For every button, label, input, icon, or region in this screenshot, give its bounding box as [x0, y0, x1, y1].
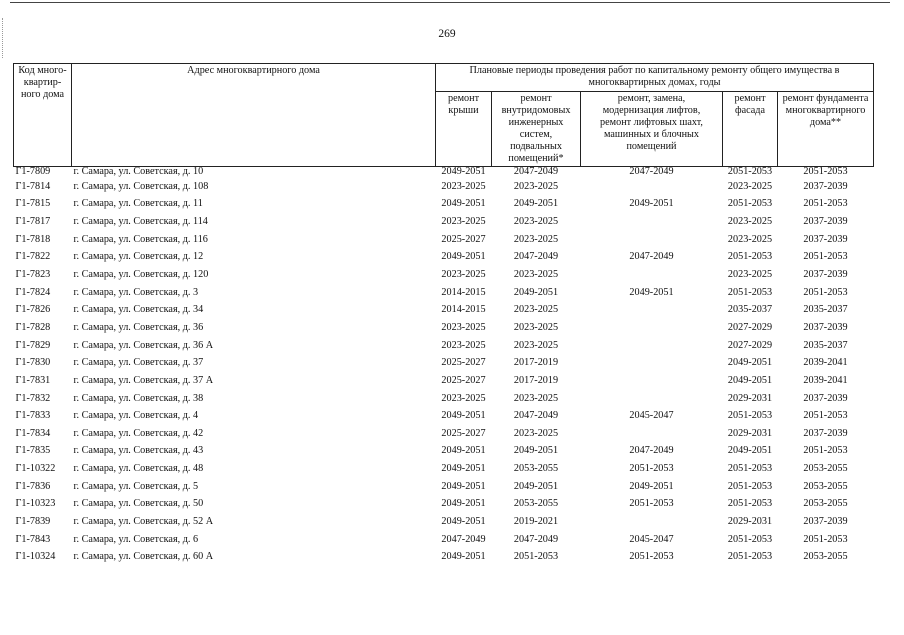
cell-roof: 2023-2025: [441, 216, 486, 228]
header-periods: Плановые периоды проведения работ по капитальному ремонту общего имущества в многоквартирных домах, годы: [436, 64, 874, 92]
cell-address: г. Самара, ул. Советская, д. 38: [73, 392, 204, 404]
cell-engineering: 2049-2051: [513, 198, 559, 210]
cell-address: г. Самара, ул. Советская, д. 36 А: [73, 339, 214, 351]
cell-facade: 2049-2051: [727, 357, 773, 369]
cell-facade: 2051-2053: [727, 551, 773, 563]
cell-engineering: 2047-2049: [513, 533, 559, 545]
cell-roof: 2049-2051: [441, 198, 486, 210]
header-elevators: ремонт, замена, модернизация лифтов, ремонт лифтовых шахт, машинных и блочных помещений: [581, 92, 723, 167]
table-row: [14, 196, 874, 214]
cell-engineering: 2049-2051: [513, 286, 559, 298]
table-row: [14, 213, 874, 231]
cell-code: Г1-7839: [15, 515, 51, 527]
header-engineering: ремонт внутридомовых инженерных систем, подвальных помещений*: [492, 92, 581, 167]
cell-foundation: 2037-2039: [803, 392, 848, 404]
cell-elevators: [581, 372, 723, 390]
cell-elevators: [581, 390, 723, 408]
header-address: Адрес многоквартирного дома: [72, 64, 436, 167]
cell-engineering: 2023-2025: [513, 180, 559, 192]
table-row: [14, 249, 874, 267]
cell-address: г. Самара, ул. Советская, д. 36: [73, 321, 204, 333]
cell-roof: 2023-2025: [441, 339, 486, 351]
header-code: Код много- квартир- ного дома: [14, 64, 72, 167]
cell-foundation: 2051-2053: [803, 198, 848, 210]
cell-code: Г1-10324: [15, 551, 56, 563]
cell-facade: 2049-2051: [727, 445, 773, 457]
table-row: [14, 407, 874, 425]
cell-engineering: 2023-2025: [513, 269, 559, 281]
table-row: [14, 337, 874, 355]
cell-engineering: 2047-2049: [513, 410, 559, 422]
cell-code: Г1-7830: [15, 357, 51, 369]
cell-address: г. Самара, ул. Советская, д. 37 А: [73, 374, 214, 386]
capital-repair-table: [13, 63, 874, 566]
header-roof: ремонт крыши: [436, 92, 492, 167]
cell-address: г. Самара, ул. Советская, д. 11: [73, 198, 203, 210]
table-row: [14, 513, 874, 531]
cell-foundation: 2051-2053: [803, 533, 848, 545]
cell-engineering: 2053-2055: [513, 498, 559, 510]
cell-engineering: 2023-2025: [513, 427, 559, 439]
cell-address: г. Самара, ул. Советская, д. 60 А: [73, 551, 214, 563]
cell-address: г. Самара, ул. Советская, д. 4: [73, 410, 199, 422]
cell-elevators: [581, 513, 723, 531]
cell-code: Г1-7823: [15, 269, 51, 281]
cell-elevators: [581, 425, 723, 443]
cell-facade: 2035-2037: [727, 304, 773, 316]
cell-code: Г1-7835: [15, 445, 51, 457]
cell-foundation: 2051-2053: [803, 286, 848, 298]
table-row: [14, 460, 874, 478]
cell-engineering: 2047-2049: [513, 166, 559, 177]
cell-roof: 2023-2025: [441, 180, 486, 192]
cell-elevators: 2051-2053: [629, 463, 674, 475]
table-row: [14, 425, 874, 443]
cell-facade: 2023-2025: [727, 269, 773, 281]
cell-facade: 2049-2051: [727, 374, 773, 386]
cell-roof: 2025-2027: [441, 374, 486, 386]
table-row: [14, 284, 874, 302]
cell-engineering: 2023-2025: [513, 304, 559, 316]
cell-roof: 2049-2051: [441, 498, 486, 510]
cell-facade: 2027-2029: [727, 339, 773, 351]
cell-foundation: 2039-2041: [803, 357, 848, 369]
cell-engineering: 2049-2051: [513, 480, 559, 492]
cell-code: Г1-10323: [15, 498, 56, 510]
cell-address: г. Самара, ул. Советская, д. 108: [73, 180, 209, 192]
cell-foundation: 2037-2039: [803, 515, 848, 527]
table-row: [14, 390, 874, 408]
cell-roof: 2049-2051: [441, 551, 486, 563]
cell-engineering: 2023-2025: [513, 339, 559, 351]
cell-elevators: 2045-2047: [629, 533, 674, 545]
cell-roof: 2049-2051: [441, 515, 486, 527]
cell-foundation: 2053-2055: [803, 551, 848, 563]
cell-foundation: 2051-2053: [803, 445, 848, 457]
cell-code: Г1-7832: [15, 392, 51, 404]
cell-foundation: 2037-2039: [803, 321, 848, 333]
cell-address: г. Самара, ул. Советская, д. 43: [73, 445, 204, 457]
cell-elevators: 2047-2049: [629, 166, 674, 177]
cell-foundation: 2039-2041: [803, 374, 848, 386]
cell-roof: 2014-2015: [441, 304, 486, 316]
cell-address: г. Самара, ул. Советская, д. 114: [73, 216, 208, 228]
cell-elevators: 2045-2047: [629, 410, 674, 422]
cell-facade: 2051-2053: [727, 463, 773, 475]
cell-roof: 2049-2051: [441, 480, 486, 492]
cell-facade: 2027-2029: [727, 321, 773, 333]
cell-roof: 2047-2049: [441, 533, 486, 545]
cell-code: Г1-7822: [15, 251, 51, 263]
cell-facade: 2029-2031: [727, 392, 773, 404]
cell-roof: 2023-2025: [441, 321, 486, 333]
cell-elevators: 2049-2051: [629, 480, 674, 492]
cell-roof: 2049-2051: [441, 166, 486, 177]
cell-code: Г1-7817: [15, 216, 51, 228]
cell-foundation: 2037-2039: [803, 180, 848, 192]
cell-elevators: [581, 354, 723, 372]
table-row: [14, 531, 874, 549]
cell-roof: 2014-2015: [441, 286, 486, 298]
cell-code: Г1-7824: [15, 286, 51, 298]
cell-elevators: [581, 337, 723, 355]
table-row: [14, 372, 874, 390]
cell-code: Г1-7836: [15, 480, 51, 492]
cell-roof: 2049-2051: [441, 251, 486, 263]
cell-foundation: 2037-2039: [803, 427, 848, 439]
cell-code: Г1-10322: [15, 463, 56, 475]
cell-address: г. Самара, ул. Советская, д. 12: [73, 251, 204, 263]
table-row: [14, 548, 874, 566]
cell-engineering: 2047-2049: [513, 251, 559, 263]
cell-elevators: 2047-2049: [629, 445, 674, 457]
cell-facade: 2051-2053: [727, 166, 773, 177]
table-row: [14, 301, 874, 319]
cell-roof: 2023-2025: [441, 269, 486, 281]
cell-elevators: [581, 266, 723, 284]
cell-engineering: 2023-2025: [513, 392, 559, 404]
cell-engineering: 2023-2025: [513, 216, 559, 228]
cell-foundation: 2053-2055: [803, 463, 848, 475]
cell-roof: 2025-2027: [441, 427, 486, 439]
cell-foundation: 2051-2053: [803, 410, 848, 422]
cell-foundation: 2037-2039: [803, 216, 848, 228]
cell-facade: 2023-2025: [727, 233, 773, 245]
cell-roof: 2023-2025: [441, 392, 486, 404]
cell-facade: 2051-2053: [727, 480, 773, 492]
cell-facade: 2029-2031: [727, 515, 773, 527]
cell-elevators: [581, 301, 723, 319]
cell-foundation: 2053-2055: [803, 480, 848, 492]
header-facade: ремонт фасада: [723, 92, 778, 167]
cell-foundation: 2035-2037: [803, 304, 848, 316]
cell-foundation: 2051-2053: [803, 166, 848, 177]
cell-foundation: 2051-2053: [803, 251, 848, 263]
cell-foundation: 2037-2039: [803, 233, 848, 245]
cell-code: Г1-7818: [15, 233, 51, 245]
cell-facade: 2051-2053: [727, 498, 773, 510]
cell-code: Г1-7826: [15, 304, 51, 316]
table-row: [14, 178, 874, 196]
header-foundation: ремонт фундамента многоквартирного дома**: [778, 92, 874, 167]
table-row: [14, 266, 874, 284]
cell-address: г. Самара, ул. Советская, д. 50: [73, 498, 204, 510]
cell-elevators: 2049-2051: [629, 286, 674, 298]
cell-elevators: [581, 231, 723, 249]
cell-foundation: 2053-2055: [803, 498, 848, 510]
cell-address: г. Самара, ул. Советская, д. 10: [73, 166, 204, 177]
cell-facade: 2023-2025: [727, 216, 773, 228]
cell-foundation: 2037-2039: [803, 269, 848, 281]
table-row: [14, 231, 874, 249]
cell-facade: 2023-2025: [727, 180, 773, 192]
cell-facade: 2029-2031: [727, 427, 773, 439]
cell-roof: 2025-2027: [441, 357, 486, 369]
cell-engineering: 2017-2019: [513, 357, 559, 369]
cell-address: г. Самара, ул. Советская, д. 5: [73, 480, 199, 492]
cell-code: Г1-7834: [15, 427, 51, 439]
cell-roof: 2049-2051: [441, 463, 486, 475]
cell-elevators: 2051-2053: [629, 498, 674, 510]
cell-address: г. Самара, ул. Советская, д. 3: [73, 286, 199, 298]
cell-code: Г1-7843: [15, 533, 51, 545]
cell-code: Г1-7829: [15, 339, 51, 351]
page-number: 269: [438, 28, 456, 40]
cell-engineering: 2053-2055: [513, 463, 559, 475]
cell-address: г. Самара, ул. Советская, д. 37: [73, 357, 204, 369]
cell-code: Г1-7833: [15, 410, 51, 422]
cell-facade: 2051-2053: [727, 533, 773, 545]
cell-facade: 2051-2053: [727, 198, 773, 210]
cell-elevators: 2047-2049: [629, 251, 674, 263]
cell-engineering: 2017-2019: [513, 374, 559, 386]
cell-code: Г1-7831: [15, 374, 51, 386]
cell-address: г. Самара, ул. Советская, д. 48: [73, 463, 204, 475]
cell-facade: 2051-2053: [727, 251, 773, 263]
table-row: [14, 319, 874, 337]
table-row: [14, 167, 874, 179]
table-body: [14, 167, 874, 567]
cell-roof: 2025-2027: [441, 233, 486, 245]
cell-elevators: [581, 213, 723, 231]
cell-code: Г1-7814: [15, 180, 51, 192]
cell-engineering: 2023-2025: [513, 233, 559, 245]
cell-elevators: 2051-2053: [629, 551, 674, 563]
table-row: [14, 496, 874, 514]
table-row: [14, 354, 874, 372]
cell-address: г. Самара, ул. Советская, д. 52 А: [73, 515, 214, 527]
cell-facade: 2051-2053: [727, 410, 773, 422]
cell-engineering: 2051-2053: [513, 551, 559, 563]
cell-address: г. Самара, ул. Советская, д. 42: [73, 427, 204, 439]
cell-code: Г1-7809: [15, 166, 51, 177]
page-top-rule: [10, 2, 890, 3]
cell-engineering: 2049-2051: [513, 445, 559, 457]
cell-roof: 2049-2051: [441, 410, 486, 422]
cell-address: г. Самара, ул. Советская, д. 34: [73, 304, 204, 316]
cell-elevators: 2049-2051: [629, 198, 674, 210]
cell-address: г. Самара, ул. Советская, д. 120: [73, 269, 209, 281]
cell-address: г. Самара, ул. Советская, д. 6: [73, 533, 199, 545]
cell-code: Г1-7815: [15, 198, 51, 210]
cell-code: Г1-7828: [15, 321, 51, 333]
cell-foundation: 2035-2037: [803, 339, 848, 351]
table-row: [14, 478, 874, 496]
table-row: [14, 443, 874, 461]
cell-engineering: 2023-2025: [513, 321, 559, 333]
cell-elevators: [581, 319, 723, 337]
cell-roof: 2049-2051: [441, 445, 486, 457]
cell-address: г. Самара, ул. Советская, д. 116: [73, 233, 208, 245]
cell-facade: 2051-2053: [727, 286, 773, 298]
cell-elevators: [581, 178, 723, 196]
cell-engineering: 2019-2021: [513, 515, 559, 527]
